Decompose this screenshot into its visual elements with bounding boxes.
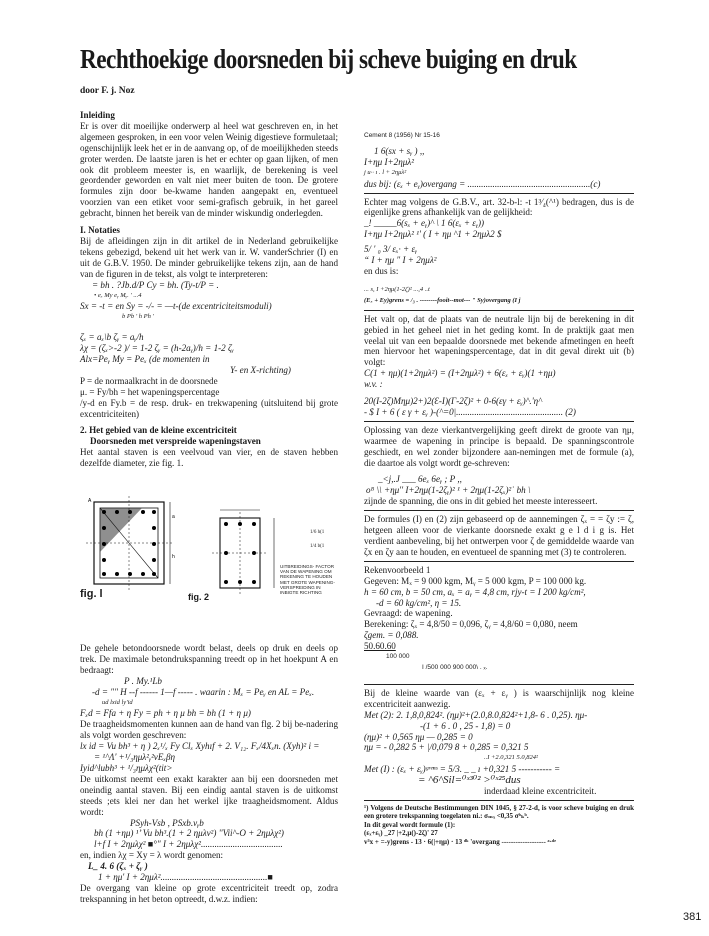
paragraph: Oplossing van deze vierkantvergelijking geeft direkt de groote van ημ, waarmee de wapening in principe is bepaald. De spanningscontrole geschiedt, en wel zonder bijzondere aan-nemingen met de formule (a), die daartoe als volgt wordt ge-schreven: [364,424,634,468]
formula-line: Fₓd = Ffa + η Fy = ph + η μ bh = bh (1 + η μ) [80,708,251,719]
formula-line: = ¹^Λ' +¹/₃ημλ²ᵧ²νΕₓβη [94,752,176,763]
calc-line: = ^6^Sil=⁰ˣ³⁰² >⁰ˣ²⁵dus [418,774,521,787]
left-column-lower [80,643,338,905]
formula-line: l+f I + 2ημλχ² ■°" I + 2ημλχ².................................... [94,839,283,850]
paragraph: Echter mag volgens de G.B.V., art. 32-b-l: -t 1³⁄₄(^¹) bedragen, dus is de eigenlijke grens afhankelijk van de gelijkheid: [364,196,634,218]
formula-line: -d = "" H --f ------ 1—f ----- . waarin : Mₓ = Peᵧ en AL = Peₓ. [92,686,315,697]
calc-line: Met (I) : (εₓ + εᵧ)ᵍʳᵉⁿˢ = 5/3. _ _ ı +0,321 5 ----------- = [364,764,561,775]
figure-1-caption: fig. l [80,588,103,600]
example-line: ζgem. = 0,088. [364,630,419,641]
calc-line: -(1 + 6 . 0 , 25 - 1,8) = 0 [420,720,511,731]
svg-text:a: a [172,514,175,520]
formula-line: lx id = Vu bh³ + η ) 2ₓ¹/ₓ Fy Clₓ Xyhıf + 2. V₁₂. Fₓ/4Xₓn. (Xyh)² i = [80,741,320,752]
formula-line: b Pb ' h Ph ' [122,313,154,321]
paragraph: De uitkomst neemt een exakt karakter aan bij een doorsneden met oneindig aantal staven. Bij een eindig aantal staven is de uitkomst steeds ;ets klei ner dan het werkel ijke traagheidsmoment. Aldus wordt: [80,773,338,817]
formula-line: (Eₓ + Ey)grens = /₃ . --------fooit--mot--- " Sy)overgang (I j [364,296,521,304]
example-line: Gegeven: Mₓ = 9 000 kgm, Mᵧ = 5 000 kgm, P = 100 000 kg. [364,575,587,586]
example-line: Berekening: ζₓ = 4,8/50 = 0,096, ζᵧ = 4,8/60 = 0,080, neem [364,619,578,630]
formula-line: ud lxid ly'id [102,698,133,706]
paragraph: De formules (I) en (2) zijn gebaseerd op de aannemingen ζₓ = = ζy := ζ, hetgeen alleen voor de vierkante doorsnede exakt g e l d i g is. Het verdient aanbeveling, bij het ontwerpen voor ζ de gemiddelde waarde van ζx en ζy aan te houden, en eventueel de spanning met (3) te controleren. [364,514,634,557]
formula-line: • eₓ My eᵧ Mᵧ. ' ...4 [94,291,142,299]
paragraph: Bij de kleine waarde van (εₓ + εᵧ ) is waarschijnlijk nog kleine excentriciteit aanwezig. [364,687,634,709]
formula-line: I+ημ I+2ημλ² [364,156,414,167]
example-line: h = 60 cm, b = 50 cm, aₓ = aᵧ = 4,8 cm, rjy-t = I 200 kg/cm², [364,586,586,597]
formula-line: _<j,.J ___ 6eₓ 6eᵧ ; P ,, [378,474,462,485]
figures [80,488,338,608]
section-heading-rekenvoorbeeld: Rekenvoorbeeld 1 [364,564,431,575]
footnote-formula: (εₓ+εᵧ) _27 |+2,μ()-2ζ)' 27 [364,829,438,838]
definition-line: P = de normaalkracht in de doorsnede [80,375,218,386]
paragraph: De overgang van kleine op grote excentriciteit treedt op, zodra trekspanning in het beton optreedt, d.w.z. indien: [80,882,338,904]
subsection-heading: Doorsneden met verspreide wapeningstaven [90,436,261,447]
formula-line: j u·· ı . l + 2ημλ² [364,168,407,176]
formula-line: 5/ ' ₀ 3/ εₓ· + εᵧ [364,244,418,255]
formula-line: PSyh-Vsb , PSxb.vᵧb [130,817,204,828]
paragraph: Het valt op, dat de plaats van de neutrale lijn bij de berekening in dit gebied in het geheel niet in het geding komt. In de praktijk gaat men veelal uit van een bepaalde doorsnede met bekende afmetingen en heeft men hiervoor het wapeningspercentage, dat in dit geval direkt uit (b) volgt: [364,313,634,368]
formula-line: C(1 + ημ)(1+2ημλ²) = (I+2ημλ²) + 6(εₓ + εᵧ)(1 +ημ) [364,368,556,379]
example-line: Gevraagd: de wapening. [364,608,453,619]
formula-line: 1 6(sx + sᵧ ) ,, [374,145,425,156]
formula-line: bh (1 +ημ) ¹’ Vu bh³.(1 + 2 ημλν²) ''Vii^-O + 2ημλχ²) [94,828,284,839]
calc-line: ..I +2.0,321 5.0,824² [484,754,538,762]
formula-line: _! _____6(sₓ + eᵧ)^ \ 1 6(εₓ + εᵧ)) [364,218,485,229]
formula-line: Alx=Peᵧ My = Peₓ (de momenten in [80,354,210,365]
article-title: Rechthoekige doorsneden bij scheve buiging en druk [80,44,577,74]
formula-line: P . My.¹Lb [124,675,162,686]
example-line: 100 000 [386,653,410,661]
example-line: -d = 60 kg/cm², η = 15. [376,597,462,608]
calc-line: Met (2): 2. 1,8,0,824². (ημ)²+(2.0,8.0,824²+1,8- 6 . 0,25). ημ- [364,709,588,720]
formula-line: Y- en X-richting) [230,364,291,375]
formula-line: 20(I-2ζ)Mημ)2+)2(Ɛ-I)(Γ-2ζ)² + 0-6(εγ + εᵧ)^.'η^ [364,396,542,407]
fig2-note: UITBREIDINGS- FACTOR VAN DE WAPENING OM REKENING TE HOUDEN MET GROTE WAPENING-VERSPREIDING IN INBIGTE RICHTING [280,564,335,596]
formula-line: oᴮ \\ +ημ'' I+2ημ(1-2ζᵧ)² ¹ + 2ημ(1-2ζₓ)²˙ bh \ [366,485,531,496]
paragraph: De traagheidsmomenten kunnen aan de hand van flg. 2 bij be-nadering als volgt worden geschreven: [80,719,338,741]
section-heading-2: 2. Het gebied van de kleine excentriciteit [80,425,237,436]
formula-line: dus bij: (εₓ + eᵧ)overgang = ......................................................(c) [364,178,601,189]
calc-line: (ημ)² + 0,565 ημ — 0,285 = 0 [364,731,473,742]
journal-reference: Cement 8 (1956) Nr 15-16 [364,132,440,139]
formula-line: 1 + ημ' I + 2ημλ²...............................................■ [98,872,273,883]
paragraph-notaties: Bij de afleidingen zijn in dit artikel de in Nederland gebruikelijke tekens gebezigd, bekend uit het werk van ir. W. vanderSchrier (I) en uit de G.B.V. 1950. De minder gebruikelijke tekens zijn, aan de hand van de figuren in de tekst, als volgt te interpreteren: [80,235,338,279]
formula-line: - $ I + 6 ( ε γ + εᵧ )-(^=0|............................................... (2) [364,406,576,417]
formula-line: w.v. : [364,379,383,390]
fig2-dimension-label: 1/6 h(1 [310,530,325,535]
figure-2-cross-section [212,510,274,594]
figure-2-caption: fig. 2 [188,592,210,602]
formula-line: ζₓ = aₓ\b ζᵧ = aᵧ/h [80,332,144,343]
section-heading-notaties: I. Notaties [80,225,120,236]
paragraph: en, indien λχ = Xy = λ wordt genomen: [80,850,224,861]
paragraph: zijnde de spanning, die ons in dit gebied het meeste interesseert. [364,496,598,507]
figure-1-cross-section [86,496,175,592]
page-number: 381 [683,911,702,923]
article-author: door F. j. Noz [80,86,135,96]
paragraph: en dus is: [364,265,399,276]
right-column [364,131,634,846]
formula-line: L_ 4. 6 (ζₓ + ζᵧ ) [88,861,148,872]
section-heading-inleiding: Inleiding [80,110,115,120]
calc-line: inderdaad kleine excentriciteit. [484,786,597,797]
formula-line: “ I + ημ " I + 2ημλ² [364,255,437,266]
left-column [80,110,338,469]
footnote: In dit geval wordt formule (1): [364,820,456,829]
paragraph-sec2: Het aantal staven is een veelvoud van vier, en de staven hebben dezelfde diameter, zie fig. 1. [80,447,338,469]
formula-line: I+ημ I+2ημλ² ¹' ( I + ημ ^1 + 2ημλ2 $ [364,229,502,240]
definition-line: μ. = Fy/bh = het wapeningspercentage [80,386,220,397]
formula-line: ... s, I +2ημ(1-2ζ)² ...,4 ..t [364,285,430,293]
example-line: 50.60.60 [364,641,396,652]
fig2-dimension-label: 1/4 b(1 [310,544,325,549]
paragraph: De gehele betondoorsnede wordt belast, deels op druk en deels op trek. De maximale betondrukspanning treedt op in het hoekpunt A en bedraagt: [80,643,338,675]
footnote: ¹) Volgens de Deutsche Bestimmungen DIN 1045, § 27-2-d, is voor scheve buiging en druk een grotere trekspanning toegelaten ni.: σₘₓ <0,35 σᵇₖᵇ. [364,803,634,821]
formula-line: Sx = -t = en Sy = -/- = —t-(de excentriciteitsmoduli) [80,301,272,312]
formula-line: Iyid^lubh³ + ¹/₃ημλχ²(tit> [80,762,173,773]
calc-line: ημ = - 0,282 5 + |/0,079 8 + 0,285 = 0,321 5 [364,742,529,753]
formula-line: λχ = (ζₓ>-2 )/ = 1-2 ζᵧ = (h-2aᵧ)/h = 1-2 ζᵧ [80,343,234,354]
paragraph-inleiding: Er is over dit moeilijke onderwerp al heel wat geschreven en, in het algemeen gesproken, in een voor velen Weinig digestieve formuletaal; ogenschijnlijk leek het er in de aanvang op, of de moeilijkheden steeds groter werden. De laatste jaren is het er echter op gaan lijken, of men ook dit probleem meester is, en waarlijk, de berekening is veel geordender geworden en valt niet meer buiten de toon. De grotere formules zijn door be-kwame handen aangepakt en, eventueel voorzien van een etiket voor semi-grafisch gebruik, in het gareel gebracht, binnen het bereik van de minder wiskundig onderlegden. [80,120,338,219]
example-line: I /500 000 900 000\ . ₓ. [422,663,488,671]
formula-line: = bh . ?Jb.d/P Cy = bh. (Ty-t/P = . [92,279,219,290]
svg-text:h: h [172,554,175,560]
svg-text:A: A [88,498,92,504]
footnote-formula: v³x + =-y)grens - 13 · 6(|+ημ) · 13 ᵈᵏ 'overgang ------------------- ᵃ·ᵈᵉ [364,837,557,846]
definition-line: /y-d en Fy.b = de resp. druk- en trekwapening (uitsluitend bij grote excentriciteiten) [80,397,338,419]
